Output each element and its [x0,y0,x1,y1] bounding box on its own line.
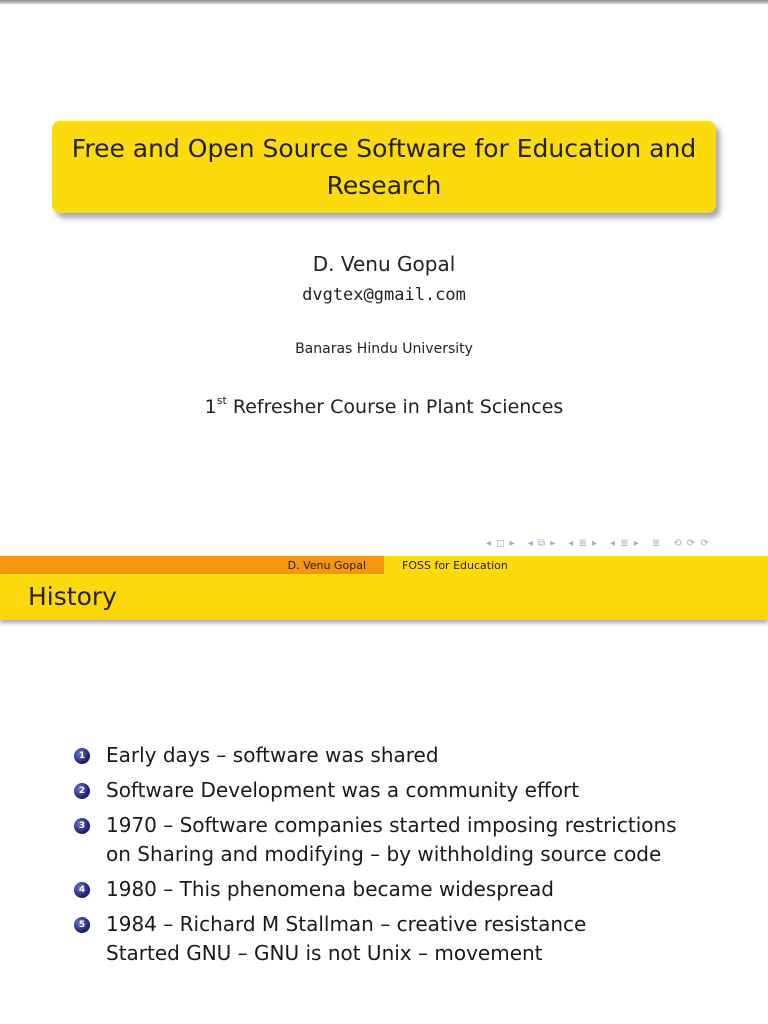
list-item [74,910,734,968]
list-item-line: 1980 – This phenomena became widespread [106,877,554,901]
author-email: dvgtex@gmail.com [302,285,466,305]
title-box [52,121,716,213]
enumeration-ball-icon: 3 [74,818,90,834]
footer-author: D. Venu Gopal [0,556,384,574]
footer-short-title: FOSS for Education [384,556,768,574]
course-ordinal-suffix: st [216,394,227,407]
presentation-title: Free and Open Source Software for Education and Research [71,134,697,200]
beamer-navigation-bar [486,536,768,550]
nav-frame-icon[interactable]: ◂ ⧉ ▸ [527,537,557,549]
list-item-line: Started GNU – GNU is not Unix – movement [106,941,543,965]
enumeration-ball-icon: 5 [74,917,90,933]
enumeration-ball-icon: 2 [74,783,90,799]
list-item [74,811,734,869]
course-ordinal: 1 [204,396,217,418]
course-text: Refresher Course in Plant Sciences [232,396,564,418]
list-item-line: on Sharing and modifying – by withholding source code [106,842,662,866]
list-item-line: 1970 – Software companies started imposing restrictions [106,813,677,837]
nav-subsection-icon[interactable]: ◂ ≣ ▸ [568,537,599,549]
list-item-text [106,741,734,770]
institute-name: Banaras Hindu University [295,341,473,357]
list-item-text [106,910,734,968]
frame-title: History [28,582,117,611]
list-item-line: 1984 – Richard M Stallman – creative resistance [106,912,587,936]
enumeration-ball-icon: 4 [74,882,90,898]
course-title [0,394,768,418]
nav-slide-icon[interactable]: ◂ ◻ ▸ [486,537,516,549]
list-item-line: Software Development was a community effort [106,778,580,802]
author-name: D. Venu Gopal [312,252,456,276]
list-item-line: Early days – software was shared [106,743,439,767]
list-item [74,776,734,805]
enumeration-ball-icon: 1 [74,748,90,764]
nav-document-icon[interactable]: ≣ [651,537,662,549]
history-list [74,741,734,974]
list-item [74,741,734,770]
list-item-text [106,776,734,805]
list-item-text [106,811,734,869]
slide-footer [0,556,768,574]
list-item [74,875,734,904]
top-rule [0,0,768,4]
list-item-text [106,875,734,904]
nav-section-icon[interactable]: ◂ ≣ ▸ [610,537,640,549]
nav-search-back-forward-icon[interactable]: ⟲ ⟳ ⟳ [673,537,710,549]
frame-title-bar [0,574,768,620]
